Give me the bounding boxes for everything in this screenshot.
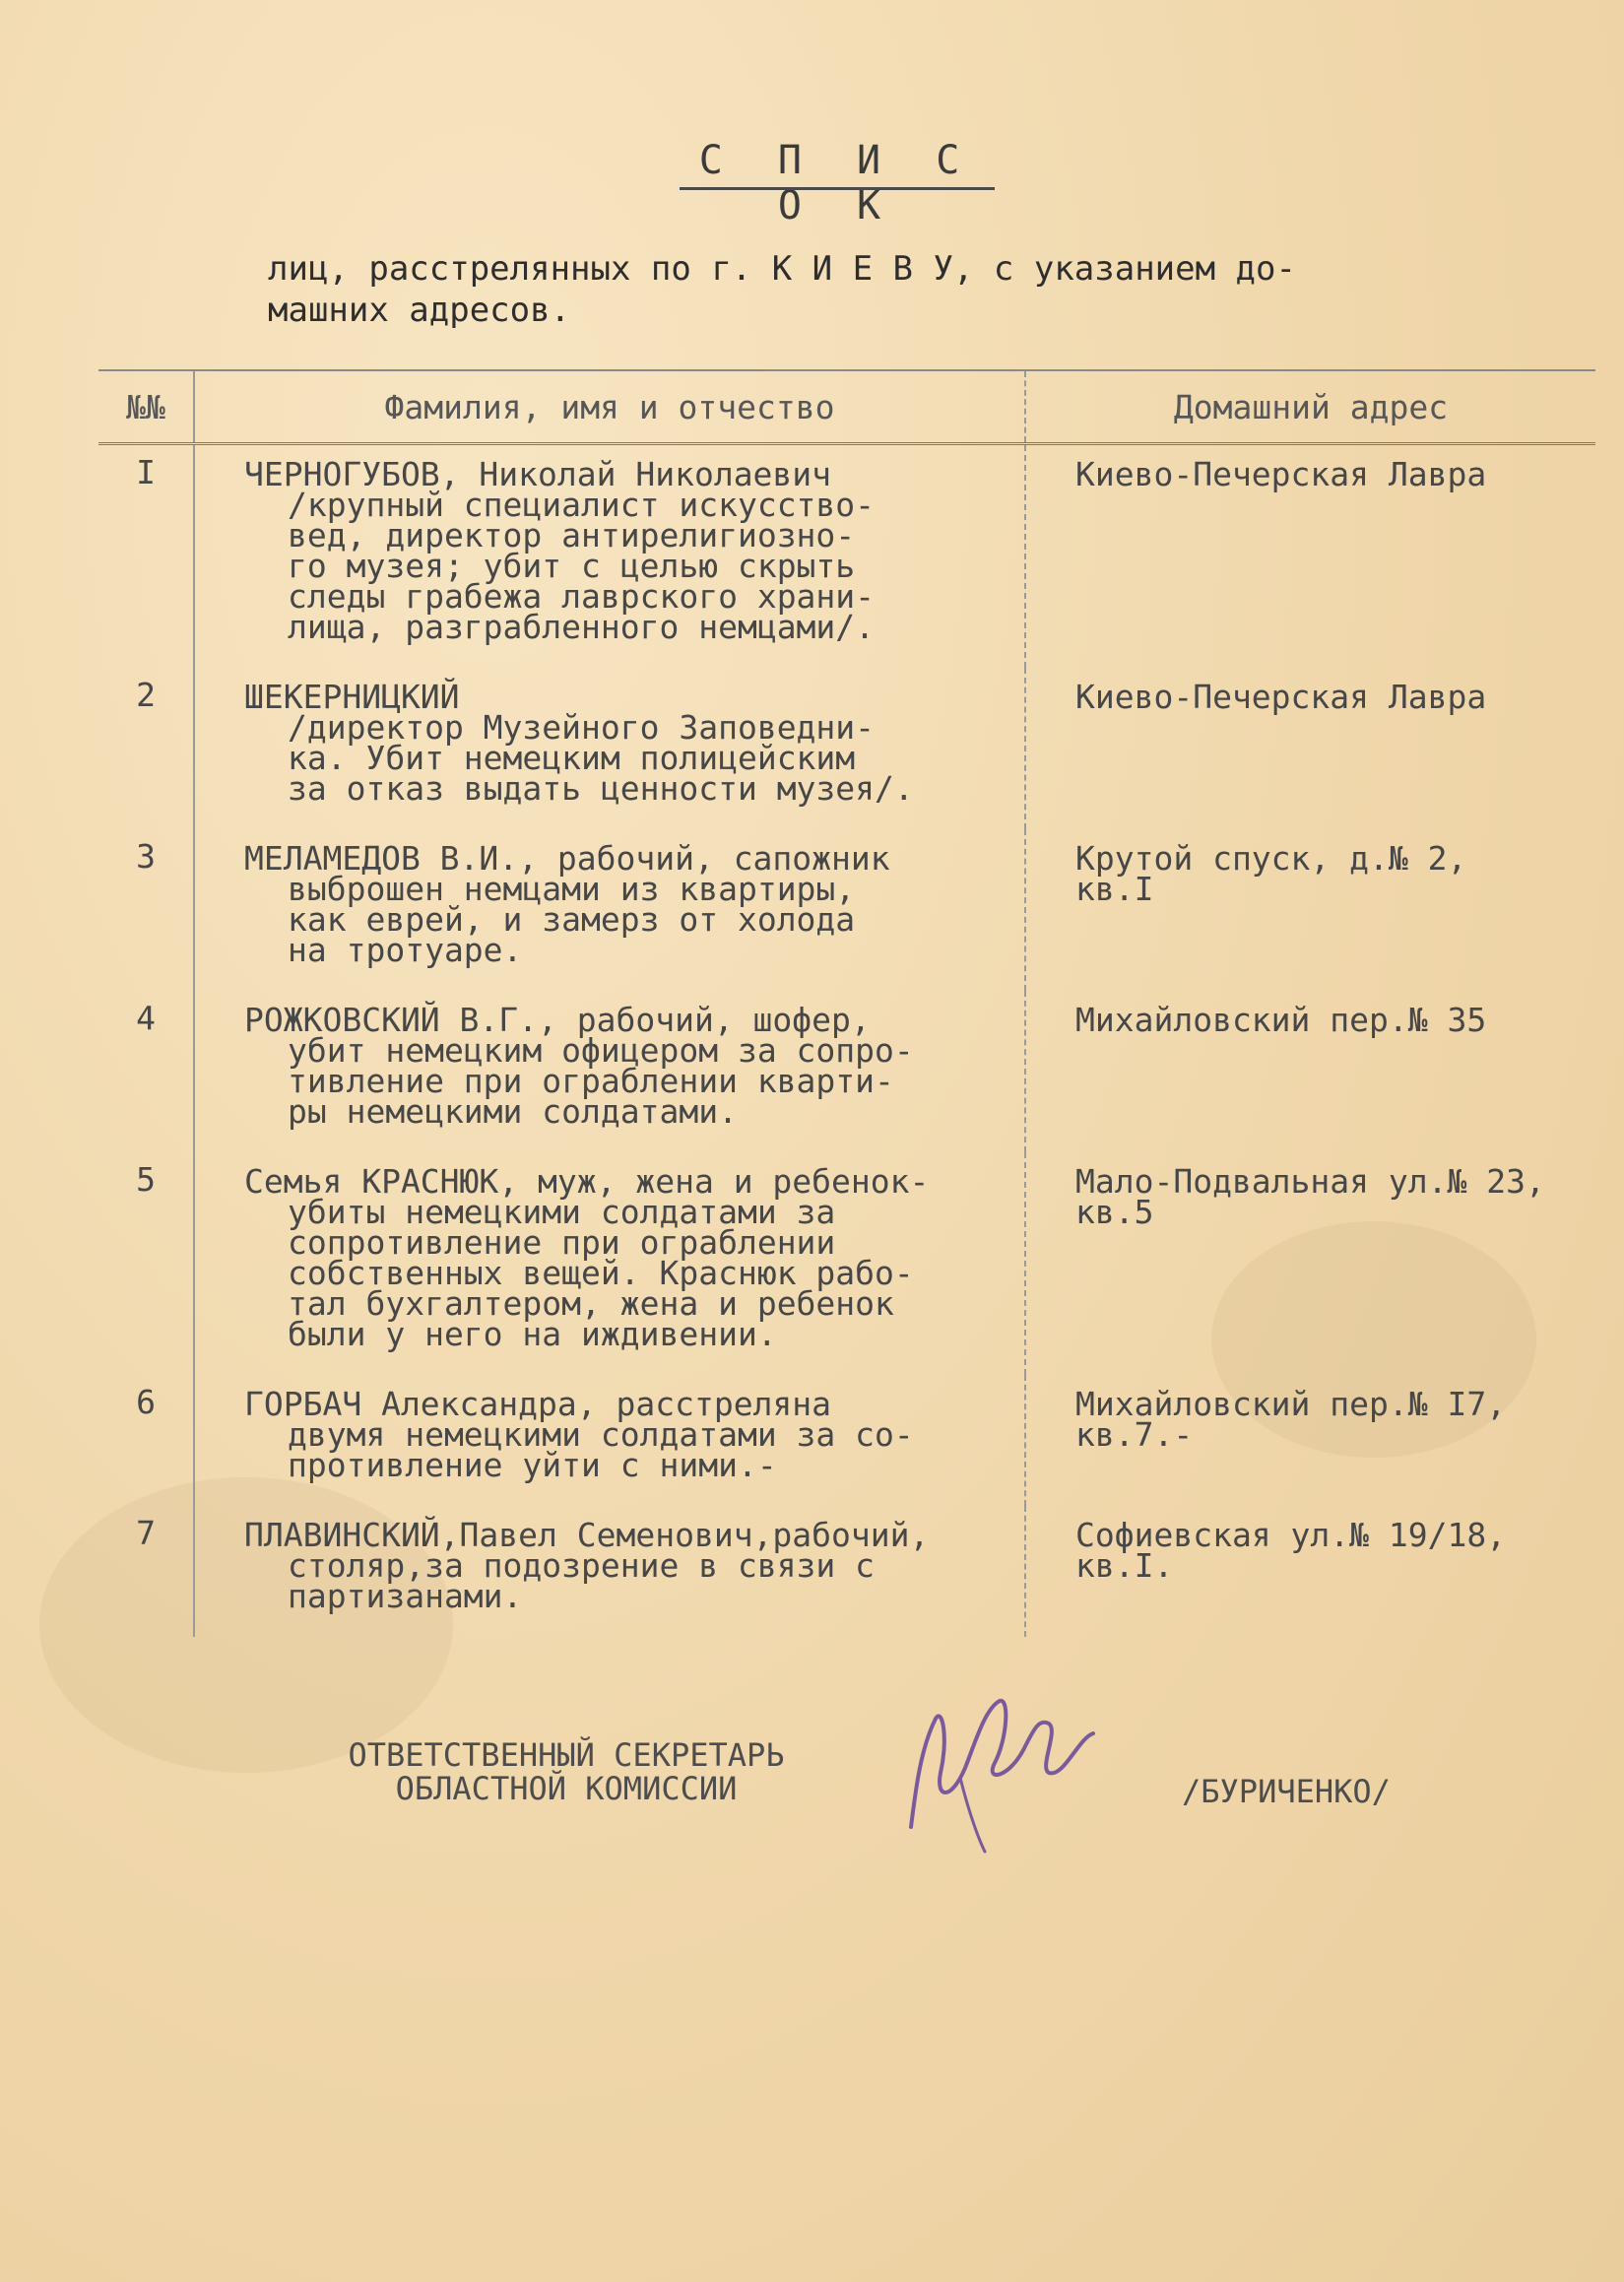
row-address-cell bbox=[1025, 1152, 1595, 1375]
name-text-line: вед, директор антирелигиозно- bbox=[288, 516, 856, 554]
table-body bbox=[98, 444, 1595, 1638]
table-row bbox=[98, 444, 1595, 669]
row-name-cell bbox=[194, 1375, 1025, 1506]
name-text-line: убиты немецкими солдатами за bbox=[288, 1193, 836, 1231]
name-text-line: ШЕКЕРНИЦКИЙ bbox=[244, 678, 460, 716]
column-header-number: №№ bbox=[98, 370, 194, 444]
address-text-line: Мало-Подвальная ул.№ 23, bbox=[1075, 1162, 1545, 1201]
address-text-line: Крутой спуск, д.№ 2, bbox=[1075, 839, 1467, 878]
table-row bbox=[98, 1375, 1595, 1506]
row-address-cell bbox=[1025, 829, 1595, 991]
row-number: 3 bbox=[136, 837, 156, 876]
address-text-line: Михайловский пер.№ 35 bbox=[1075, 1001, 1487, 1039]
name-text-line: были у него на иждивении. bbox=[288, 1315, 777, 1353]
name-text-line: выброшен немцами из квартиры, bbox=[288, 870, 856, 908]
column-header-name: Фамилия, имя и отчество bbox=[194, 370, 1025, 444]
table-row bbox=[98, 1152, 1595, 1375]
name-text-line: следы грабежа лаврского храни- bbox=[288, 577, 876, 616]
row-name-cell bbox=[194, 1506, 1025, 1637]
address-text-line: Киево-Печерская Лавра bbox=[1075, 678, 1487, 716]
name-text-line: сопротивление при ограблении bbox=[288, 1223, 836, 1262]
address-text-line: Софиевская ул.№ 19/18, bbox=[1075, 1516, 1507, 1554]
victims-table bbox=[98, 369, 1595, 1637]
table-row bbox=[98, 991, 1595, 1152]
name-text-line: убит немецким офицером за сопро- bbox=[288, 1031, 914, 1070]
row-address-cell bbox=[1025, 668, 1595, 829]
name-text-line: тал бухгалтером, жена и ребенок bbox=[288, 1284, 894, 1323]
name-text-line: /крупный специалист искусство- bbox=[288, 486, 876, 524]
name-text-line: ЧЕРНОГУБОВ, Николай Николаевич bbox=[244, 455, 832, 493]
name-text-line: двумя немецкими солдатами за со- bbox=[288, 1415, 914, 1454]
signature-title-line2: ОБЛАСТНОЙ КОМИССИИ bbox=[395, 1770, 738, 1807]
address-text-line: Михайловский пер.№ I7, bbox=[1075, 1385, 1507, 1423]
name-text-line: тивление при ограблении кварти- bbox=[288, 1062, 894, 1100]
row-name-cell bbox=[194, 668, 1025, 829]
row-address-cell bbox=[1025, 1375, 1595, 1506]
row-name-cell bbox=[194, 991, 1025, 1152]
row-number: 4 bbox=[136, 999, 156, 1037]
table-row bbox=[98, 668, 1595, 829]
row-number: 6 bbox=[136, 1383, 156, 1421]
signatory-name: /БУРИЧЕНКО/ bbox=[1182, 1773, 1391, 1810]
name-text-line: как еврей, и замерз от холода bbox=[288, 900, 856, 939]
name-text-line: ка. Убит немецким полицейским bbox=[288, 739, 856, 777]
row-address-cell bbox=[1025, 991, 1595, 1152]
address-text-line: Киево-Печерская Лавра bbox=[1075, 455, 1487, 493]
address-text-line: кв.I. bbox=[1075, 1546, 1174, 1585]
address-text-line: кв.I bbox=[1075, 870, 1154, 908]
row-number: 2 bbox=[136, 676, 156, 714]
name-text-line: ГОРБАЧ Александра, расстреляна bbox=[244, 1385, 832, 1423]
name-text-line: ры немецкими солдатами. bbox=[288, 1092, 738, 1131]
signature-title-line1: ОТВЕТСТВЕННЫЙ СЕКРЕТАРЬ bbox=[348, 1736, 785, 1774]
name-text-line: противление уйти с ними.- bbox=[288, 1446, 777, 1484]
row-name-cell bbox=[194, 829, 1025, 991]
name-text-line: МЕЛАМЕДОВ В.И., рабочий, сапожник bbox=[244, 839, 890, 878]
address-text-line: кв.7.- bbox=[1075, 1415, 1194, 1454]
name-text-line: ПЛАВИНСКИЙ,Павел Семенович,рабочий, bbox=[244, 1516, 930, 1554]
row-address-cell bbox=[1025, 1506, 1595, 1637]
row-address-cell bbox=[1025, 444, 1595, 669]
name-text-line: /директор Музейного Заповедни- bbox=[288, 708, 876, 747]
row-number: 7 bbox=[136, 1514, 156, 1552]
name-text-line: лища, разграбленного немцами/. bbox=[288, 608, 876, 646]
name-text-line: столяр,за подозрение в связи с bbox=[288, 1546, 876, 1585]
title-underline bbox=[680, 187, 995, 190]
document-title: С П И С О К bbox=[698, 138, 976, 228]
table-row bbox=[98, 1506, 1595, 1637]
name-text-line: собственных вещей. Краснюк рабо- bbox=[288, 1254, 914, 1292]
table-row bbox=[98, 829, 1595, 991]
name-text-line: Семья КРАСНЮК, муж, жена и ребенок- bbox=[244, 1162, 930, 1201]
name-text-line: за отказ выдать ценности музея/. bbox=[288, 769, 914, 808]
row-name-cell bbox=[194, 1152, 1025, 1375]
name-text-line: партизанами. bbox=[288, 1577, 523, 1615]
table-header-row bbox=[98, 370, 1595, 444]
signature-title bbox=[310, 1738, 822, 1805]
row-number: I bbox=[136, 453, 156, 491]
row-number: 5 bbox=[136, 1160, 156, 1199]
name-text-line: РОЖКОВСКИЙ В.Г., рабочий, шофер, bbox=[244, 1001, 871, 1039]
name-text-line: го музея; убит с целью скрыть bbox=[288, 547, 856, 585]
handwritten-signature bbox=[891, 1679, 1108, 1857]
row-name-cell bbox=[194, 444, 1025, 669]
document-subtitle: лиц, расстрелянных по г. К И Е В У, с указанием до- машних адресов. bbox=[268, 249, 1296, 330]
name-text-line: на тротуаре. bbox=[288, 931, 523, 969]
column-header-address: Домашний адрес bbox=[1025, 370, 1595, 444]
address-text-line: кв.5 bbox=[1075, 1193, 1154, 1231]
